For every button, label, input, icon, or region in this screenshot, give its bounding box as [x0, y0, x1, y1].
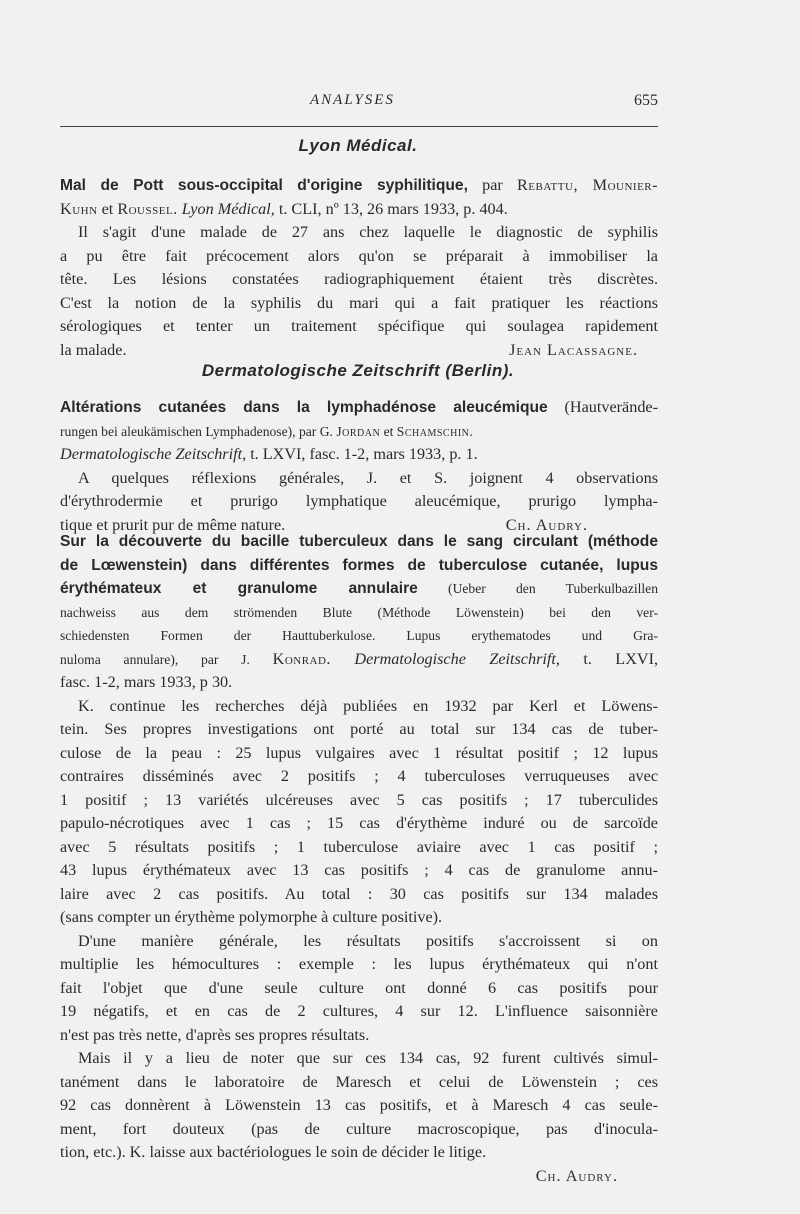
body-line: papulo-nécrotiques avec 1 cas ; 15 cas d'érythème induré ou de sarcoïde	[60, 814, 658, 832]
author-signature: Ch. Audry.	[505, 515, 588, 534]
body-line: A quelques réflexions générales, J. et S. joignent 4 observations	[78, 468, 658, 487]
body-line: 43 lupus érythémateux avec 13 cas positifs ; 4 cas de granulome annu-	[60, 861, 658, 879]
page-header	[58, 92, 658, 116]
body-line-last: (sans compter un érythème polymorphe à culture positive).	[60, 908, 443, 926]
article-title-line: de Lœwenstein) dans différentes formes de tuberculose cutanée, lupus	[60, 556, 658, 574]
article-reference: fasc. 1-2, mars 1933, p 30.	[60, 673, 233, 691]
article-reference: Dermatologische Zeitschrift, t. LXVI, fasc. 1-2, mars 1933, p. 1.	[60, 445, 478, 463]
body-line: K. continue les recherches déjà publiées en 1932 par Kerl et Löwens-	[78, 696, 658, 715]
article-reference: nuloma annulare), par J. Konrad. Dermatologische Zeitschrift, t. LXVI,	[60, 649, 659, 668]
author-signature: Ch. Audry.	[535, 1166, 618, 1185]
journal-heading-dermatologische: Dermatologische Zeitschrift (Berlin).	[201, 361, 515, 380]
article-title: Altérations cutanées dans la lymphadénose aleucémique (Hautverände-	[60, 398, 658, 416]
body-line: 1 positif ; 13 variétés ulcéreuses avec 5 cas positifs ; 17 tuberculides	[60, 790, 658, 809]
body-line: 92 cas donnèrent à Löwenstein 13 cas positifs, et à Maresch 4 cas seule-	[60, 1096, 658, 1114]
article-title-line: érythémateux et granulome annulaire (Ueber den Tuberkulbazillen	[60, 580, 658, 597]
article-title-line: nachweiss aus dem strömenden Blute (Méthode Löwenstein) bei den ver-	[60, 604, 658, 620]
body-line: d'érythrodermie et prurigo lymphatique aleucémique, prurigo lympha-	[60, 492, 658, 510]
author-signature: Jean Lacassagne.	[509, 340, 638, 359]
body-line-last: tion, etc.). K. laisse aux bactériologues le soin de décider le litige.	[60, 1143, 487, 1161]
journal-heading-lyon: Lyon Médical.	[298, 136, 418, 155]
body-line-last: la malade. Jean Lacassagne.	[60, 339, 658, 363]
body-line: C'est la notion de la syphilis du mari qui a fait pratiquer les réactions	[60, 293, 658, 312]
body-line: culose de la peau : 25 lupus vulgaires avec 1 résultat positif ; 12 lupus	[60, 743, 658, 762]
article-title: Mal de Pott sous-occipital d'origine syphilitique, par Rebattu, Mounier-	[60, 176, 659, 194]
article-konrad	[60, 530, 658, 1188]
body-line-last: tique et prurit pur de même nature. Ch. Audry.	[60, 514, 658, 538]
body-line: D'une manière générale, les résultats positifs s'accroissent si on	[78, 931, 658, 950]
body-line: tête. Les lésions constatées radiographiquement étaient très discrètes.	[60, 270, 658, 288]
body-line: 19 négatifs, et en cas de 2 cultures, 4 sur 12. L'influence saisonnière	[60, 1002, 658, 1020]
page-number: 655	[634, 92, 658, 109]
body-line: Mais il y a lieu de noter que sur ces 134 cas, 92 furent cultivés simul-	[78, 1049, 658, 1067]
article-lyon	[60, 174, 658, 362]
body-line: tanément dans le laboratoire de Maresch et celui de Löwenstein ; ces	[60, 1072, 658, 1091]
body-line: multiplie les hémocultures : exemple : les lupus érythémateux qui n'ont	[60, 955, 658, 973]
body-line: laire avec 2 cas positifs. Au total : 30 cas positifs sur 134 malades	[60, 884, 658, 903]
article-reference: Kuhn et Roussel. Lyon Médical, t. CLI, nº 13, 26 mars 1933, p. 404.	[60, 199, 508, 218]
body-line: sérologiques et tenter un traitement spécifique qui soulagea rapidement	[60, 317, 658, 335]
body-line: tein. Ses propres investigations ont porté au total sur 134 cas de tuber-	[60, 720, 658, 738]
body-line: avec 5 résultats positifs ; 1 tuberculose aviaire avec 1 cas positif ;	[60, 837, 658, 856]
body-line: Il s'agit d'une malade de 27 ans chez laquelle le diagnostic de syphilis	[78, 223, 658, 241]
body-line-last: n'est pas très nette, d'après ses propres résultats.	[60, 1025, 370, 1044]
body-line: a pu être fait précocement alors qu'on se préparait à immobiliser la	[60, 246, 658, 265]
body-line: contraires disséminés avec 2 positifs ; 4 tuberculoses verruqueuses avec	[60, 767, 658, 785]
body-line: fait l'objet que d'une seule culture ont donné 6 cas positifs pour	[60, 978, 658, 997]
article-title-translation: rungen bei aleukämischen Lymphadenose), par G. Jordan et Schamschin.	[60, 423, 474, 439]
body-line: ment, fort douteux (pas de culture macroscopique, pas d'inocula-	[60, 1119, 658, 1138]
running-title: ANALYSES	[310, 92, 395, 108]
article-title-line: schiedensten Formen der Hauttuberkulose. Lupus erythematodes und Gra-	[60, 628, 658, 643]
header-rule	[60, 126, 658, 127]
article-title-line: Sur la découverte du bacille tuberculeux dans le sang circulant (méthode	[60, 533, 658, 550]
article-dermatologische	[60, 396, 658, 537]
